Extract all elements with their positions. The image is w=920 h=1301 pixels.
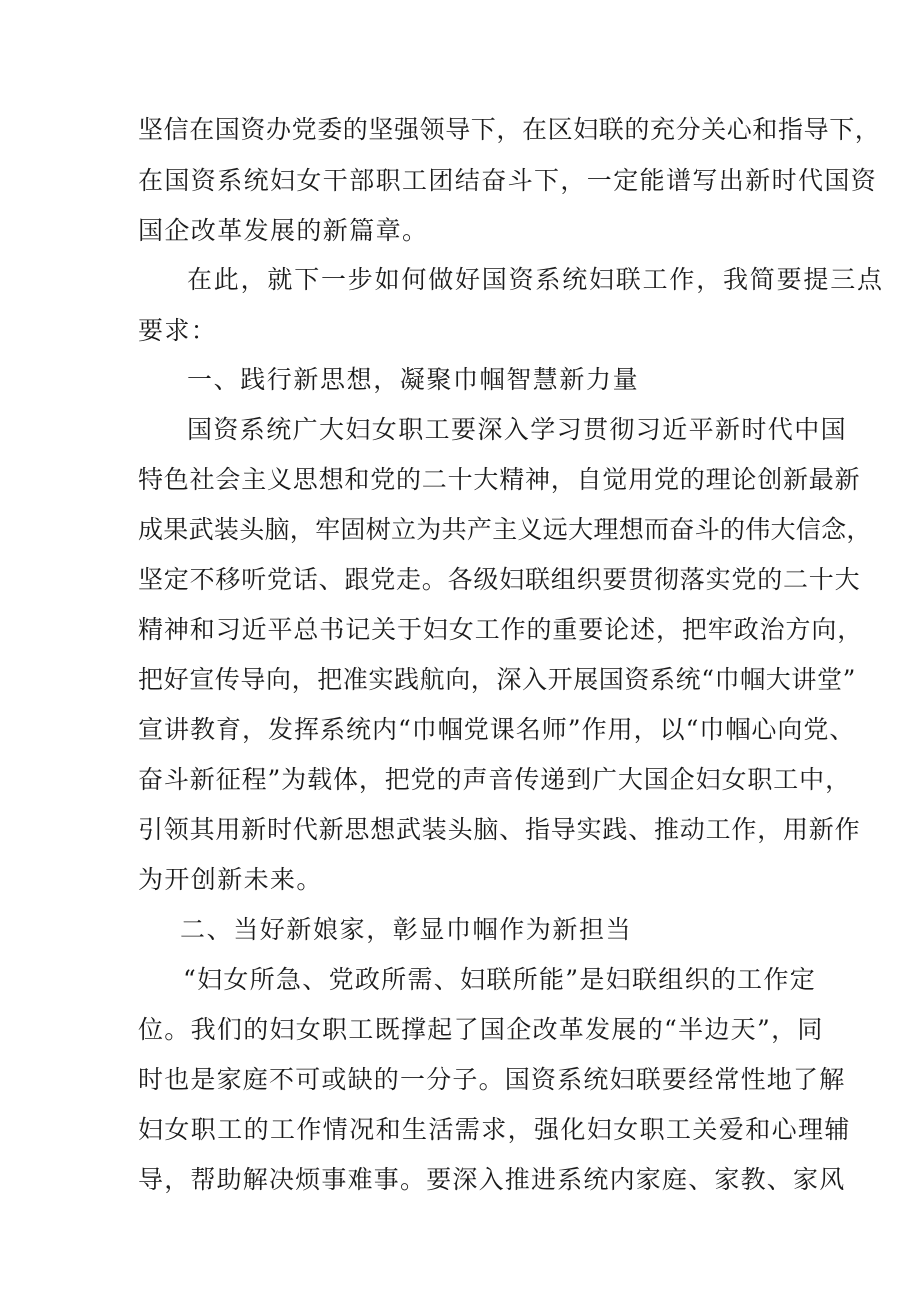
text-line: 宣讲教育，发挥系统内“巾帼党课名师”作用，以“巾帼心向党、 — [138, 715, 856, 744]
text-line: 坚定不移听党话、跟党走。各级妇联组织要贯彻落实党的二十大 — [138, 565, 861, 594]
text-line: 引领其用新时代新思想武装头脑、指导实践、推动工作，用新作 — [138, 815, 861, 844]
text-line: 要求： — [138, 316, 218, 345]
section-heading: 一、践行新思想，凝聚巾帼智慧新力量 — [187, 365, 640, 394]
text-line: 为开创新未来。 — [138, 865, 323, 894]
text-line: 在此，就下一步如何做好国资系统妇联工作，我简要提三点 — [187, 265, 884, 294]
text-line: 位。我们的妇女职工既撑起了国企改革发展的“半边天”，同 — [138, 1015, 824, 1044]
text-line: 坚信在国资办党委的坚强领导下，在区妇联的充分关心和指导下， — [138, 115, 881, 144]
text-line: 时也是家庭不可或缺的一分子。国资系统妇联要经常性地了解 — [138, 1065, 846, 1094]
text-line: 国资系统广大妇女职工要深入学习贯彻习近平新时代中国 — [187, 415, 848, 444]
text-line: 特色社会主义思想和党的二十大精神，自觉用党的理论创新最新 — [138, 465, 861, 494]
text-line: 精神和习近平总书记关于妇女工作的重要论述，把牢政治方向， — [138, 615, 864, 644]
text-line: 把好宣传导向，把准实践航向，深入开展国资系统“巾帼大讲堂” — [138, 665, 856, 694]
text-line: 导，帮助解决烦事难事。要深入推进系统内家庭、家教、家风 — [138, 1165, 846, 1194]
text-line: 奋斗新征程”为载体，把党的声音传递到广大国企妇女职工中， — [138, 765, 851, 794]
text-line: “妇女所急、党政所需、妇联所能”是妇联组织的工作定 — [183, 965, 817, 994]
section-heading: 二、当好新娘家，彰显巾帼作为新担当 — [180, 915, 633, 944]
text-line: 在国资系统妇女干部职工团结奋斗下，一定能谱写出新时代国资 — [138, 166, 878, 195]
text-line: 成果武装头脑，牢固树立为共产主义远大理想而奋斗的伟大信念， — [138, 515, 872, 544]
text-line: 国企改革发展的新篇章。 — [138, 216, 429, 245]
text-line: 妇女职工的工作情况和生活需求，强化妇女职工关爱和心理辅 — [138, 1115, 851, 1144]
